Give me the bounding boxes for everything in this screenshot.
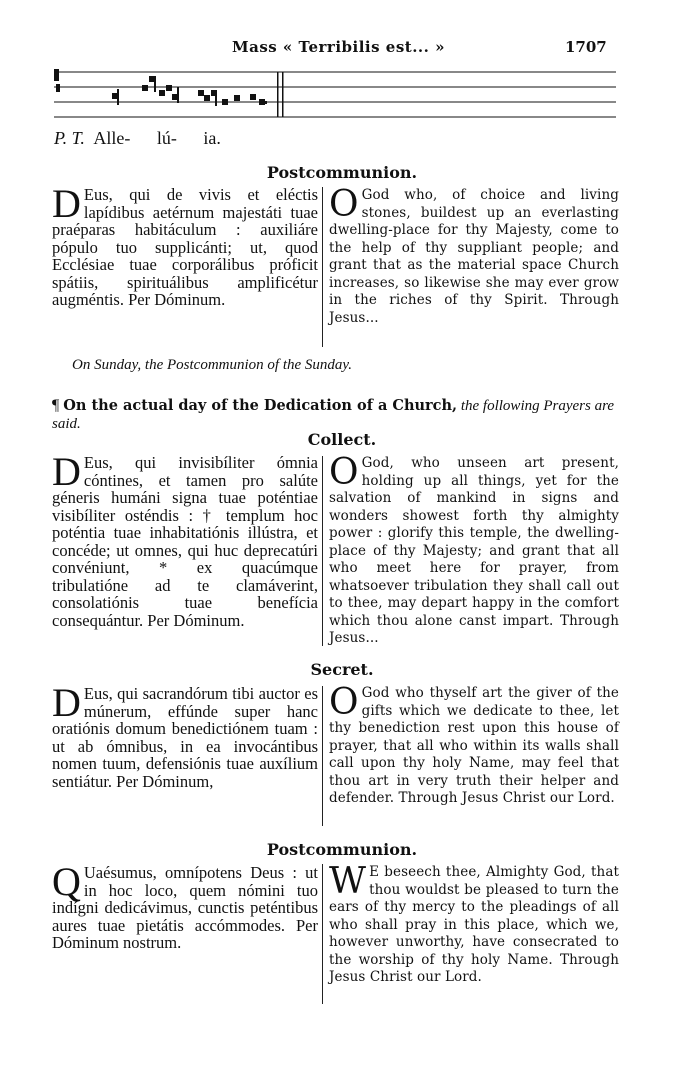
page-number: 1707 xyxy=(565,38,607,56)
neume-stem xyxy=(215,92,217,106)
column-divider xyxy=(322,187,323,347)
dedication-italic: the following Prayers are said. xyxy=(52,398,615,432)
drop-cap: O xyxy=(329,682,359,723)
latin-text: Uaésumus, omnípotens Deus : ut in hoc loco, quem nómini tuo indígni dedicávimus, cunctis peténtibus aures tuae pietátis accómmodes. Per Dóminum nostrum. xyxy=(52,863,318,952)
secret-heading: Secret. xyxy=(310,660,374,679)
clef-mark xyxy=(54,69,59,81)
chant-syllable: lú- xyxy=(156,128,177,148)
neume xyxy=(204,95,210,101)
paschal-time-abbr: P. T. xyxy=(54,128,85,148)
drop-cap: Q xyxy=(52,859,81,904)
postcommunion-english xyxy=(329,184,619,327)
drop-cap: D xyxy=(52,680,81,725)
drop-cap: D xyxy=(52,449,81,494)
chant-staff xyxy=(54,66,616,122)
latin-text: Eus, qui sacrandórum tibi auctor es múnerum, effúnde super hanc oratiónis domum benedictiónem tuam : ut ab ómnibus, in ea invocántibus nomen tuum, defensiónis tuae auxílium sentiátur. Per Dóminum, xyxy=(52,684,318,791)
column-divider xyxy=(322,456,323,646)
english-text: God, who unseen art present, holding up all things, yet for the salvation of mankind in signs and wonders showest forth thy almighty power : glorify this temple, the dwelling-place of thy Majesty; and grant that all who meet here for prayer, from whatsoever tribulation they shall call out to thee, may depart happy in the comfort which thou alone canst impart. Through Jesus... xyxy=(329,455,619,646)
neume xyxy=(234,95,240,101)
collect-english xyxy=(329,452,619,648)
neume-stem xyxy=(117,89,119,105)
drop-cap: D xyxy=(52,181,81,226)
dedication-bold: On the actual day of the Dedication of a Church, xyxy=(63,397,458,414)
postcommunion-heading: Postcommunion. xyxy=(266,163,418,182)
running-header xyxy=(0,38,684,58)
bar-line xyxy=(282,72,284,117)
drop-cap: O xyxy=(329,452,359,493)
dedication-rubric xyxy=(52,397,622,433)
english-text: God who thyself art the giver of the gifts which we dedicate to thee, let thy benediction rest upon this house of prayer, that all who within its walls shall call upon thy holy Name, may feel that thou art in very truth their helper and defender. Through Jesus Christ our Lord. xyxy=(329,685,619,806)
neume xyxy=(166,85,172,91)
drop-cap: W xyxy=(329,861,367,902)
drop-cap: O xyxy=(329,184,359,225)
latin-text: Eus, qui de vivis et eléctis lapídibus aetérnum majestáti tuae praéparas habitáculum : auxiliáre pópulo tuo supplicánti; ut, quod Ecclésiae tuae corporálibus próficit spátiis, spirituálibus amplificétur augméntis. Per Dóminum. xyxy=(52,185,318,309)
neume xyxy=(222,99,228,105)
chant-text xyxy=(54,128,221,149)
page-title: Mass « Terribilis est... » xyxy=(232,38,445,56)
sunday-rubric: On Sunday, the Postcommunion of the Sunday. xyxy=(72,357,352,373)
neume xyxy=(159,90,165,96)
chant-syllable: ia. xyxy=(203,128,221,148)
postcommunion-latin xyxy=(52,859,318,952)
pilcrow: ¶ xyxy=(52,397,60,414)
collect-heading: Collect. xyxy=(307,430,377,449)
neume xyxy=(142,85,148,91)
chant-syllable: Alle- xyxy=(93,128,131,148)
clef-mark-lower xyxy=(56,84,60,92)
neume-stem xyxy=(177,87,179,103)
custos xyxy=(265,101,267,104)
secret-english xyxy=(329,682,619,808)
neume-stem xyxy=(154,76,156,92)
neume xyxy=(259,99,265,105)
postcommunion-heading: Postcommunion. xyxy=(266,840,418,859)
column-divider xyxy=(322,686,323,826)
latin-text: Eus, qui invisibíliter ómnia cóntines, et tamen pro salúte géneris humáni signa tuae poténtiae visibíliter osténdis : † templum hoc poténtia tuae inhabitatiónis illústra, et concéde; ut omnes, qui huc deprecatúri convéniunt, * ex quacúmque tribulatióne ad te clamáverint, consolatiónis tuae benefícia consequántur. Per Dóminum. xyxy=(52,453,318,630)
postcommunion-english xyxy=(329,861,619,987)
bar-line xyxy=(277,72,279,117)
postcommunion-latin xyxy=(52,181,318,309)
column-divider xyxy=(322,864,323,1004)
neume xyxy=(250,94,256,100)
english-text: God who, of choice and living stones, buildest up an everlasting dwelling-place for thy Majesty, come to the help of thy suppliant people; and grant that as the material space Church increases, so likewise she may ever grow in the riches of thy Spirit. Through Jesus... xyxy=(329,187,619,326)
english-text: E beseech thee, Almighty God, that thou wouldst be pleased to turn the ears of thy mercy to the pleadings of all who shall pray in this place, which we, however unworthy, have consecrated to the worship of thy holy Name. Through Jesus Christ our Lord. xyxy=(329,864,619,985)
collect-latin xyxy=(52,449,318,630)
chant-notes xyxy=(54,69,284,117)
neume xyxy=(198,90,204,96)
secret-latin xyxy=(52,680,318,791)
